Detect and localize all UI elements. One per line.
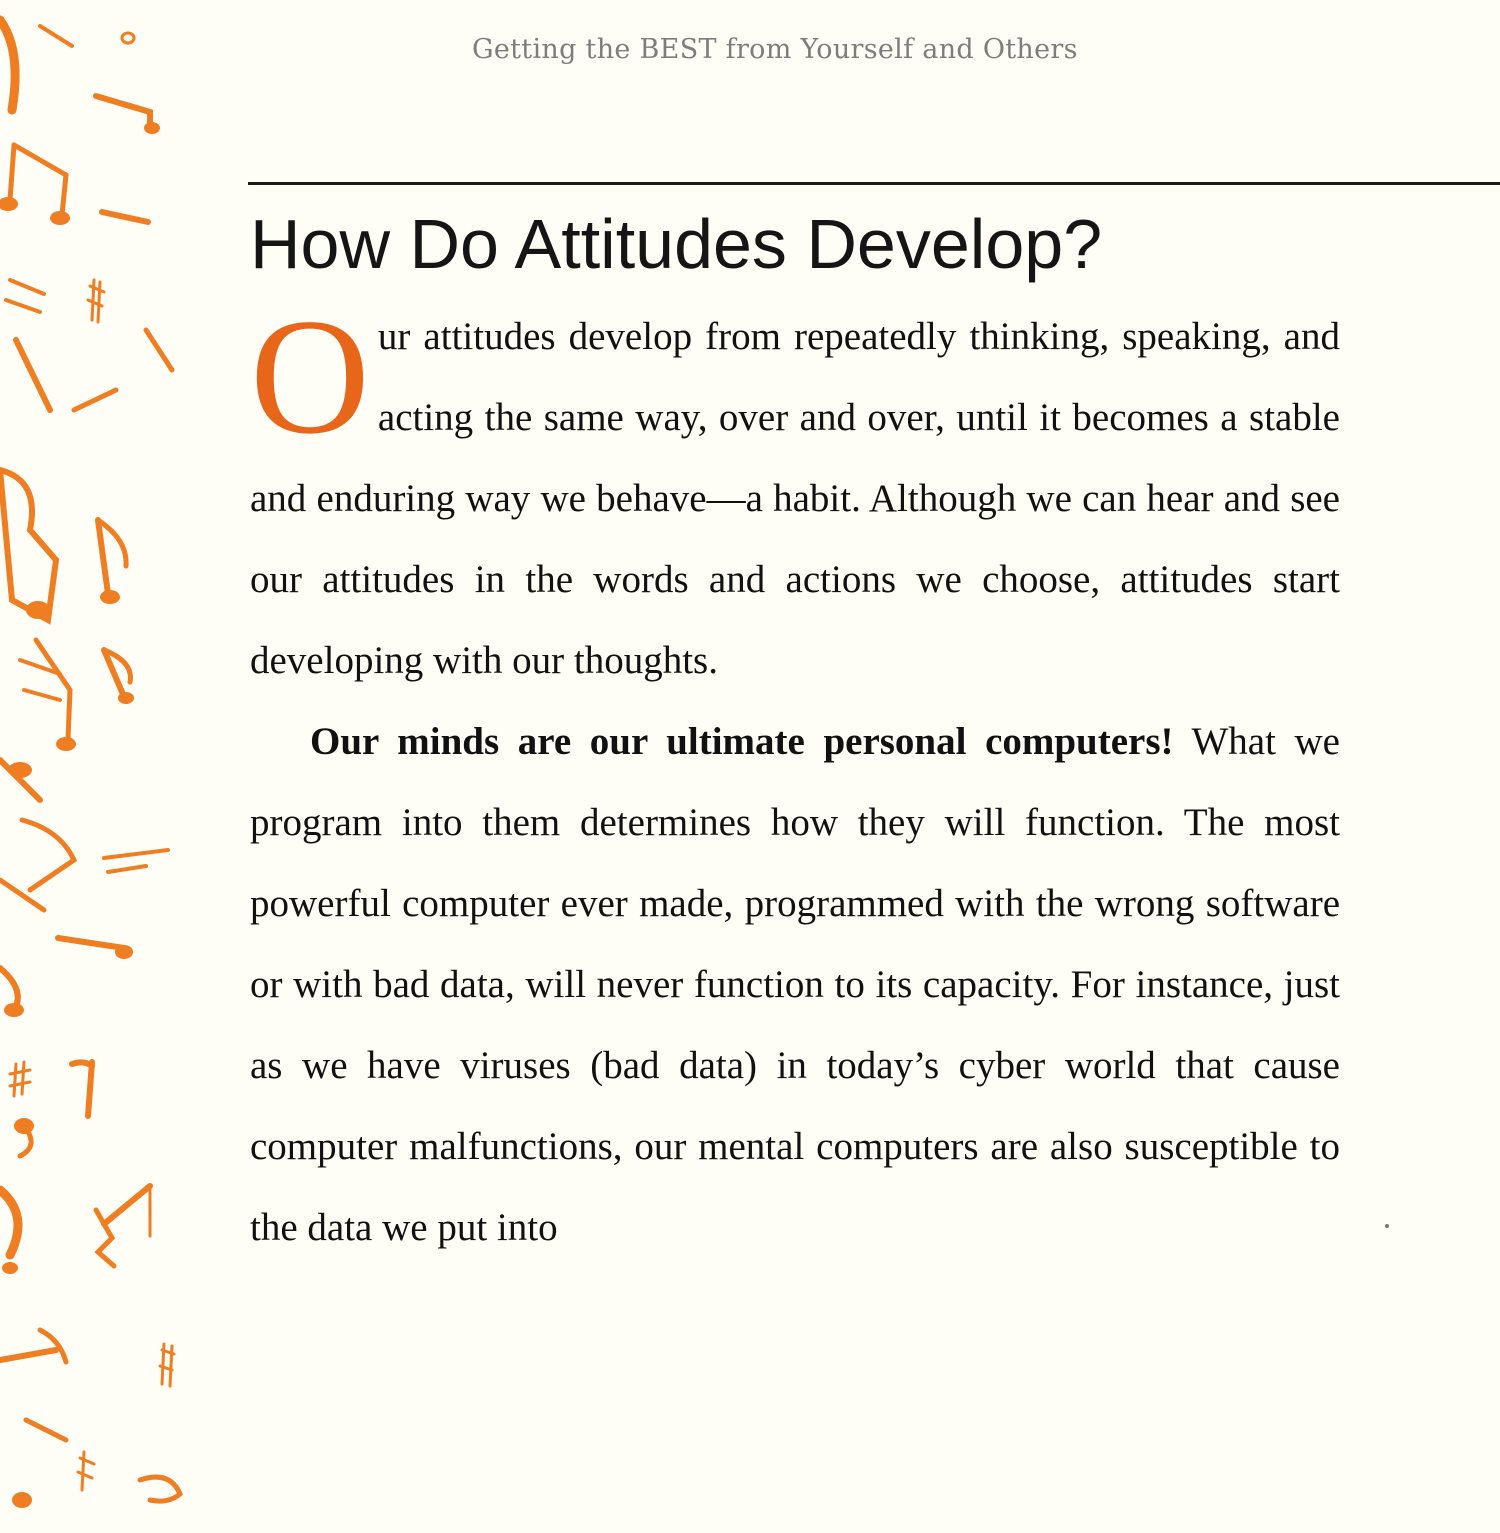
body-text: [250, 284, 1340, 1268]
paragraph-2-lead: Our minds are our ultimate personal computers!: [310, 720, 1174, 763]
section-rule: [248, 182, 1500, 185]
section-heading: How Do Attitudes Develop?: [250, 205, 1103, 283]
page-edge-mark: [1385, 1224, 1389, 1228]
paragraph-2: [250, 701, 1340, 1268]
paragraph-1: [250, 284, 1340, 701]
music-notes-icon: [0, 0, 200, 1533]
running-head: Getting the BEST from Yourself and Others: [472, 34, 1078, 65]
paragraph-1-text: ur attitudes develop from repeatedly thinking, speaking, and acting the same way, over and over, until it becomes a stable and enduring way we behave—a habit. Although we can hear and see our attitudes in the words and actions we choose, attitudes start developing with our thoughts.: [250, 315, 1340, 682]
drop-cap: O: [250, 284, 370, 468]
paragraph-2-text: What we program into them determines how they will function. The most powerful computer ever made, programmed with the wrong software or with bad data, will never function to its capacity. For instance, just as we have viruses (bad data) in today’s cyber world that cause computer malfunctions, our mental computers are also susceptible to the data we put into: [250, 720, 1340, 1249]
